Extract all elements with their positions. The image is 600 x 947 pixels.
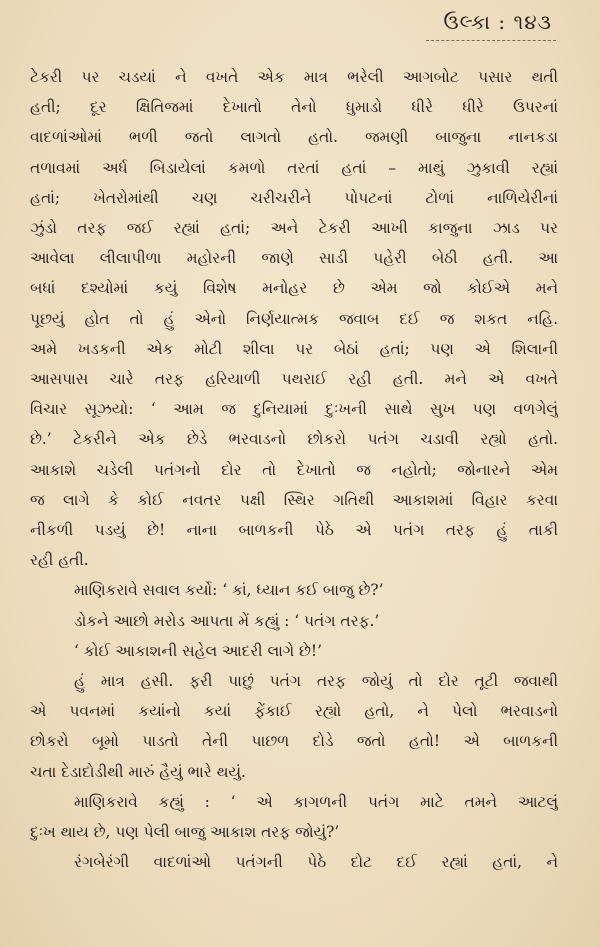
text-line: જ લાગે કે કોઈ નવતર પક્ષી સ્થિર ગતિથી આકાશમાં વિહાર કરવા bbox=[30, 490, 558, 509]
text-line: ટેકરી પર ચડયાં ને વખતે એક માત્ર ભરેલી આગબોટ પસાર થતી bbox=[30, 68, 558, 86]
text-line: હતી; દૂર ક્ષિતિજમાં દેખાતો તેનો ધુમાડો ધીરે ધીરે ઉપરનાં bbox=[30, 98, 558, 117]
text-line: બધાં દશ્યોમાં કયું વિશેષ મનોહર છે એમ જો કોઈએ મને bbox=[30, 279, 558, 298]
text-line: વાદળાંઓમાં ભળી જતો લાગતો હતો. જમણી બાજુના નાનકડા bbox=[30, 128, 558, 147]
text-line: છોકરો બૂમો પાડતો તેની પાછળ દોડે જતો હતો! એ બાળકની bbox=[30, 732, 558, 751]
dialogue-line: ડોકને આછો મરોડ આપતા મેં કહ્યું : ‘ પતંગ તરફ.’ bbox=[74, 611, 380, 630]
text-line: પૂછયું હોત તો હું એનો નિર્ણયાત્મક જવાબ દઈ જ શકત નહિ. bbox=[30, 309, 558, 328]
text-line: નીકળી પડયું છે! નાના બાળકની પેઠે એ પતંગ તરફ હું તાકી bbox=[30, 521, 558, 540]
text-line: વિચાર સૂઝયો: ‘ આમ જ દુનિયામાં દુઃખની સાથે સુખ પણ વળગેલું bbox=[30, 400, 558, 419]
text-line: અમે ખડકની એક મોટી શીલા પર બેઠાં હતાં; પણ એ શિલાની bbox=[30, 339, 558, 358]
header-rule bbox=[426, 40, 556, 45]
text-line: હતાં; ખેતરોમાંથી ચણ ચરીચરીને પોપટનાં ટોળાં નાળિયેરીનાં bbox=[30, 188, 558, 207]
text-line: આસપાસ ચારે તરફ હરિયાળી પથરાઈ રહી હતી. મને એ વખતે bbox=[30, 370, 558, 389]
dialogue-line: માણિકરાવે કહ્યું : ‘ એ કાગળની પતંગ માટે તમને આટલું bbox=[74, 792, 558, 811]
text-line: તળાવમાં અર્ધ બિડાયેલાં કમળો તરતાં હતાં – માથું ઝુકાવી રહ્યાં bbox=[30, 158, 558, 177]
dialogue-line: માણિકરાવે સવાલ કર્યો: ‘ કાં, ધ્યાન કઈ બાજુ છે?’ bbox=[74, 581, 384, 600]
running-head: ઉલ્કા : ૧૪૩ bbox=[443, 10, 552, 34]
text-line: રંગબેરંગી વાદળાંઓ પતંગની પેઠે દોટ દઈ રહ્યાં હતાં, ને bbox=[74, 853, 558, 872]
text-line: હું માત્ર હસી. ફરી પાછું પતંગ તરફ જોયું તો દોર તૂટી જવાથી bbox=[74, 672, 558, 691]
text-line: આકાશે ચડેલી પતંગનો દોર તો દેખાતો જ નહોતો; જોનારને એમ bbox=[30, 460, 558, 479]
text-line: દુઃખ થાય છે, પણ પેલી બાજુ આકાશ તરફ જોયું?’ bbox=[30, 823, 340, 842]
text-line: ઝુંડો તરફ જઈ રહ્યાં હતાં; અને ટેકરી આખી કાજુના ઝાડ પર bbox=[30, 219, 558, 238]
text-line: આવેલા લીલાપીળા મહોરની જાણે સાડી પહેરી બેઠી હતી. આ bbox=[30, 249, 558, 268]
text-line: રહી હતી. bbox=[30, 551, 89, 570]
text-line: એ પવનમાં કયાંનો કયાં ફેંકાઈ રહ્યો હતો, ને પેલો ભરવાડનો bbox=[30, 702, 558, 721]
text-line: ચતા દેડાદોડીથી મારું હૈયું ભારે થયું. bbox=[30, 762, 246, 781]
text-line: છે.’ ટેકરીને એક છેડે ભરવાડનો છોકરો પતંગ ચડાવી રહ્યો હતો. bbox=[30, 430, 558, 449]
body-text bbox=[30, 62, 558, 877]
dialogue-line: ‘ કોઈ આકાશની સહેલ આદરી લાગે છે!’ bbox=[74, 641, 322, 660]
